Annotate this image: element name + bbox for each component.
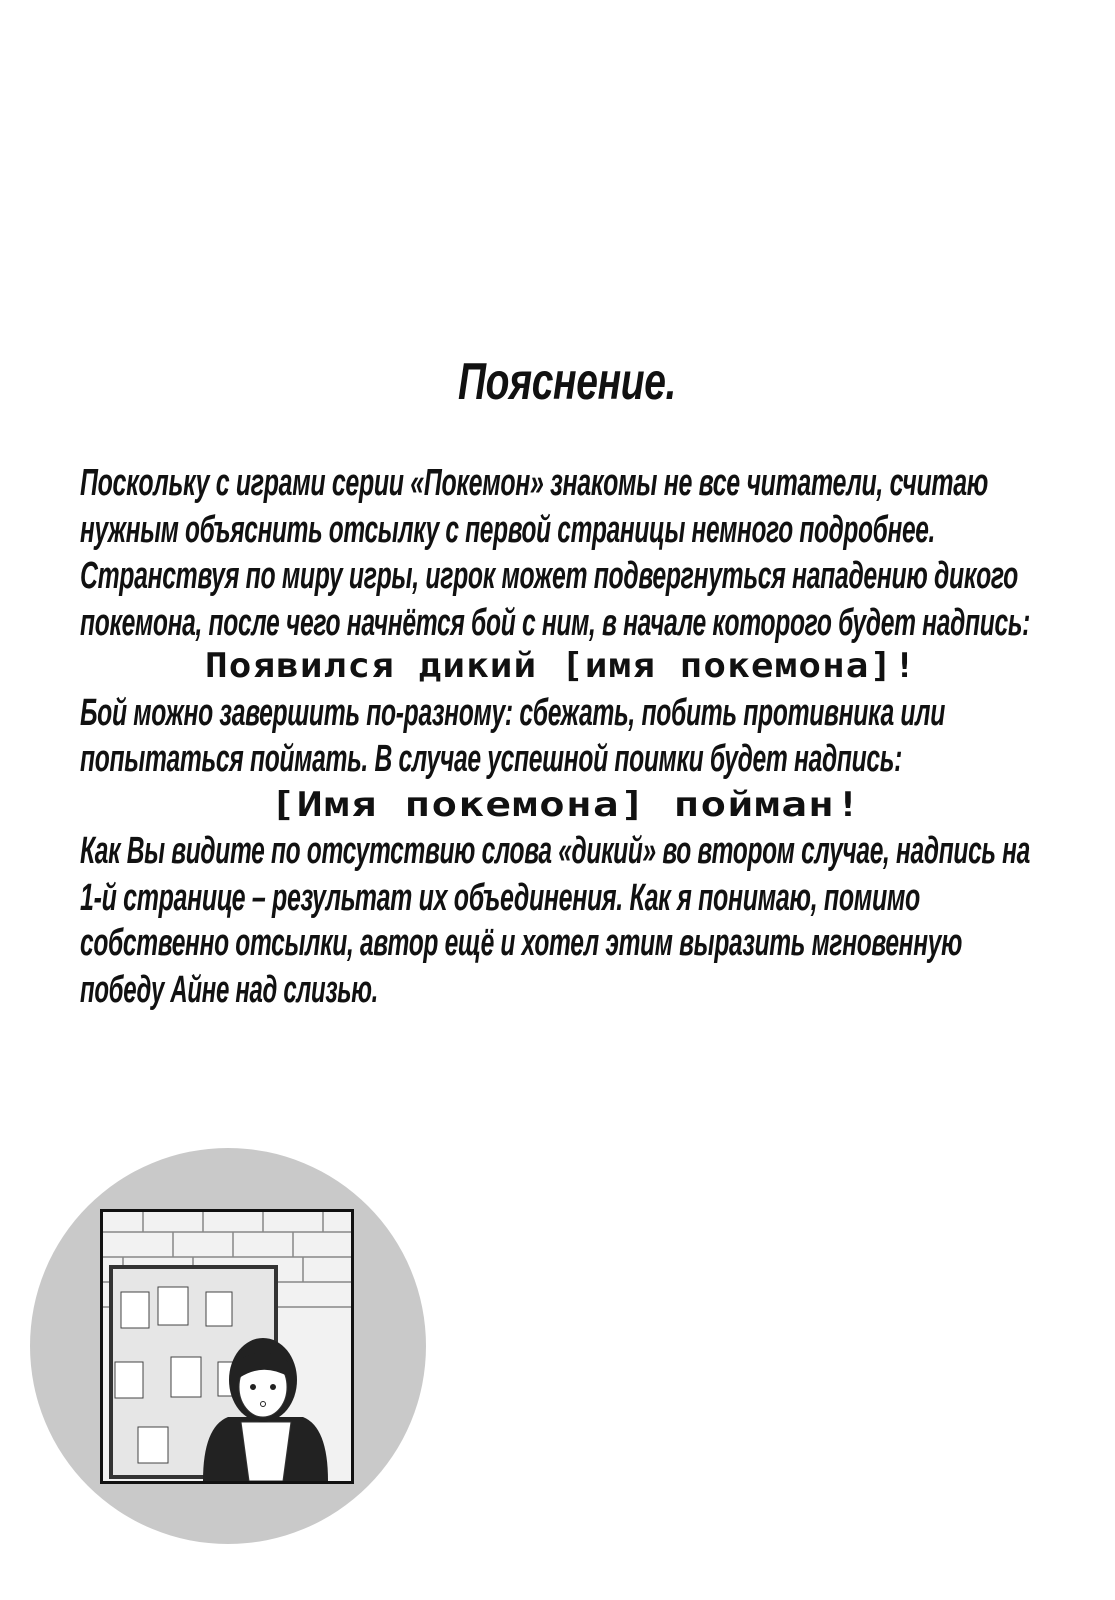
note-line: собственно отсылки, автор ещё и хотел этим выразить мгновенную bbox=[80, 922, 962, 964]
note-line: Странствуя по миру игры, игрок может подвергнуться нападению дикого bbox=[80, 555, 1018, 597]
note-line: Как Вы видите по отсутствию слова «дикий» во втором случае, надпись на bbox=[80, 830, 1030, 872]
note-line: победу Айне над слизью. bbox=[80, 969, 378, 1011]
note-line: Поскольку с играми серии «Покемон» знакомы не все читатели, считаю bbox=[80, 462, 988, 504]
game-message-caught: [Имя покемона] пойман! bbox=[270, 785, 862, 825]
game-message-wild: Появился дикий [имя покемона]! bbox=[205, 646, 917, 686]
note-line: нужным объяснить отсылку с первой страницы немного подробнее. bbox=[80, 509, 935, 551]
manga-panel-illustration bbox=[100, 1209, 354, 1484]
note-line: попытаться поймать. В случае успешной поимки будет надпись: bbox=[80, 738, 902, 780]
note-line: Бой можно завершить по-разному: сбежать, побить противника или bbox=[80, 692, 945, 734]
page-title: Пояснение. bbox=[458, 353, 676, 411]
girl-at-noticeboard-illustration bbox=[103, 1212, 351, 1481]
note-line: 1-й странице – результат их объединения. Как я понимаю, помимо bbox=[80, 877, 920, 919]
note-line: покемона, после чего начнётся бой с ним, в начале которого будет надпись: bbox=[80, 602, 1030, 644]
